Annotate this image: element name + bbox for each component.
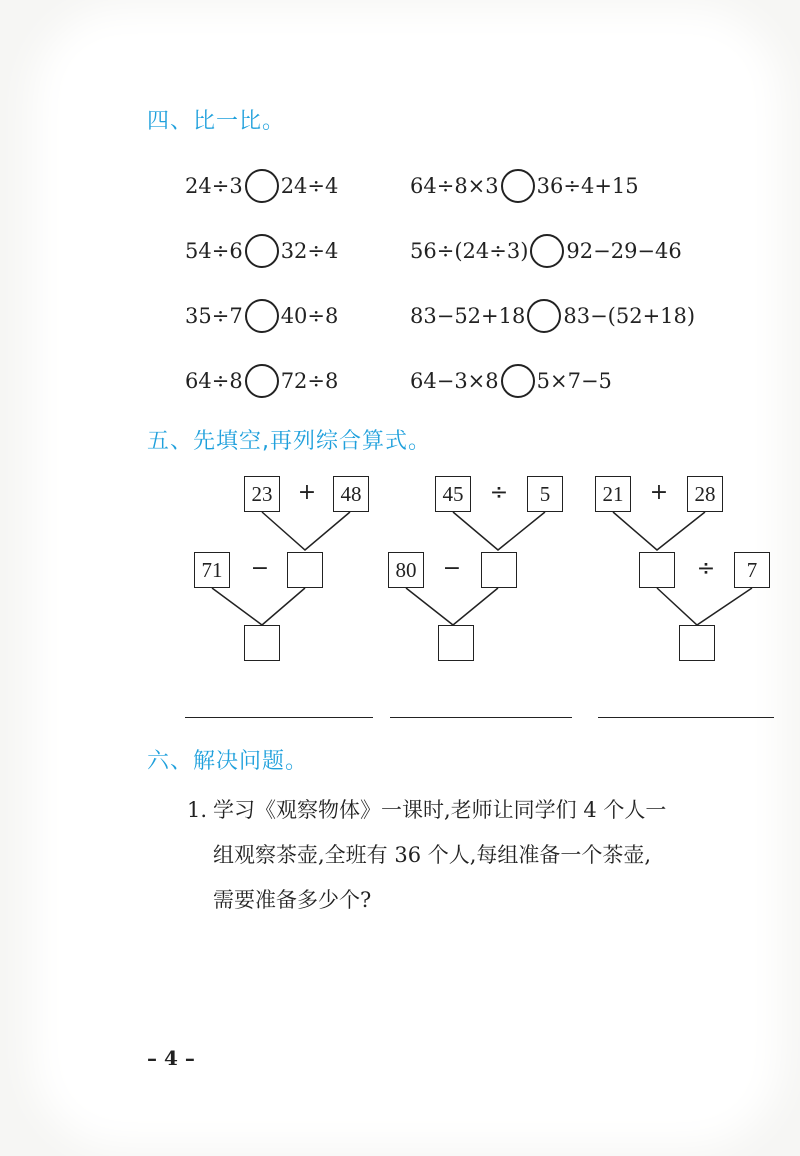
tree3-top-b: 28 xyxy=(687,476,723,512)
problem-text: 学习《观察物体》一课时,老师让同学们 4 个人一 xyxy=(213,798,667,822)
tree1-result-blank[interactable] xyxy=(244,625,280,661)
tree3-mid-a-blank[interactable] xyxy=(639,552,675,588)
tree2-mid-a: 80 xyxy=(388,552,424,588)
expr: 36÷4+15 xyxy=(536,174,639,198)
section5-heading: 五、先填空,再列综合算式。 xyxy=(147,429,431,454)
tree2-mid-b-blank[interactable] xyxy=(481,552,517,588)
tree1-mid-op: − xyxy=(250,556,270,581)
problem-number: 1. xyxy=(187,798,208,822)
answer-line-2[interactable] xyxy=(390,717,572,718)
tree3-mid-op: ÷ xyxy=(696,556,716,581)
tree2-top-a: 45 xyxy=(435,476,471,512)
section4-heading: 四、比一比。 xyxy=(147,109,286,134)
tree2-mid-op: − xyxy=(442,556,462,581)
expr: 83−(52+18) xyxy=(563,304,696,328)
expr: 56÷(24÷3) xyxy=(410,239,529,263)
expr: 64−3×8 xyxy=(410,369,499,393)
expr: 72÷8 xyxy=(280,369,339,393)
expr: 5×7−5 xyxy=(536,369,612,393)
expr: 32÷4 xyxy=(280,239,339,263)
section6-heading: 六、解决问题。 xyxy=(147,749,309,774)
tree3-top-op: + xyxy=(649,480,669,505)
expr: 24÷4 xyxy=(280,174,339,198)
tree1-top-b: 48 xyxy=(333,476,369,512)
problem-1-line-3: 需要准备多少个? xyxy=(213,888,372,912)
expr: 40÷8 xyxy=(280,304,339,328)
tree2-top-op: ÷ xyxy=(489,480,509,505)
tree2-result-blank[interactable] xyxy=(438,625,474,661)
tree3-result-blank[interactable] xyxy=(679,625,715,661)
tree1-top-op: + xyxy=(297,480,317,505)
tree1-mid-b-blank[interactable] xyxy=(287,552,323,588)
expr: 92−29−46 xyxy=(566,239,682,263)
problem-1-line-2: 组观察茶壶,全班有 36 个人,每组准备一个茶壶, xyxy=(213,843,652,867)
problem-1 xyxy=(187,788,762,923)
expr: 64÷8×3 xyxy=(410,174,499,198)
tree1-mid-a: 71 xyxy=(194,552,230,588)
expr: 35÷7 xyxy=(185,304,243,328)
answer-line-1[interactable] xyxy=(185,717,373,718)
page-number: – 4 – xyxy=(147,1046,195,1070)
tree2-top-b: 5 xyxy=(527,476,563,512)
expr: 64÷8 xyxy=(185,369,243,393)
expr: 83−52+18 xyxy=(410,304,526,328)
tree1-top-a: 23 xyxy=(244,476,280,512)
expr: 54÷6 xyxy=(185,239,243,263)
problem-1-line-1 xyxy=(187,788,762,833)
expr: 24÷3 xyxy=(185,174,243,198)
answer-line-3[interactable] xyxy=(598,717,774,718)
tree3-top-a: 21 xyxy=(595,476,631,512)
tree3-mid-b: 7 xyxy=(734,552,770,588)
